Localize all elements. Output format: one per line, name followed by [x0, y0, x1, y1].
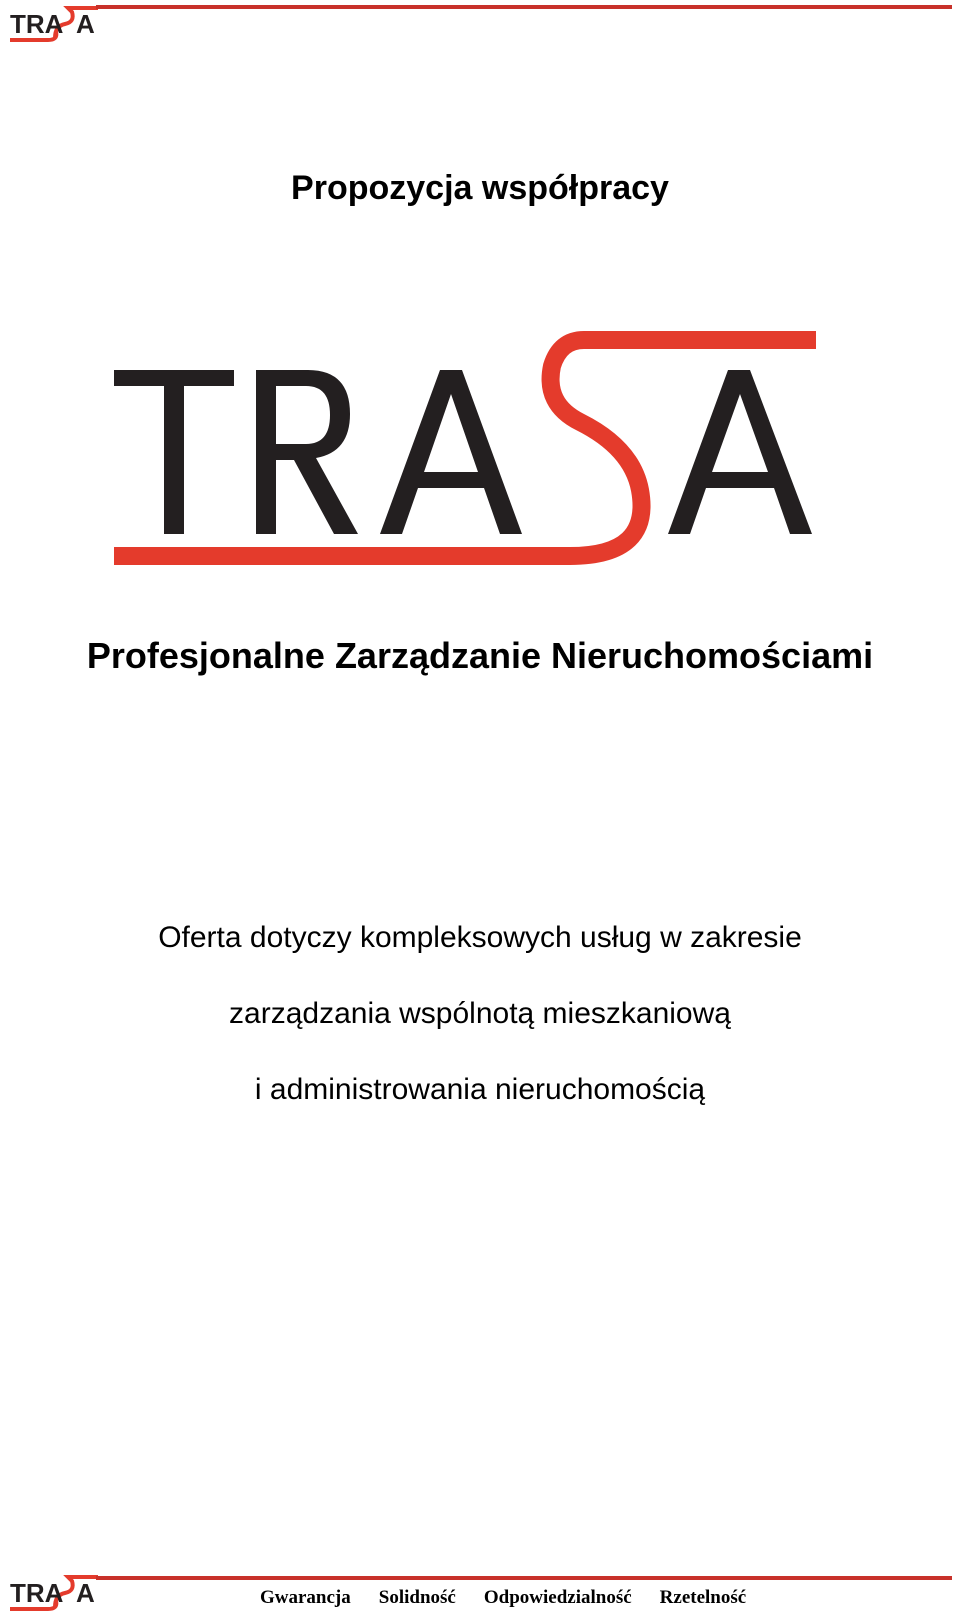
svg-text:A: A	[76, 9, 95, 39]
header-trasa-logo	[8, 4, 100, 46]
footer-values	[260, 1587, 774, 1609]
offer-line: Oferta dotyczy kompleksowych usług w zakresie	[158, 921, 802, 954]
footer-rule	[96, 1576, 952, 1580]
document-title: Propozycja współpracy	[291, 169, 669, 207]
logo-letter-t	[114, 370, 234, 534]
company-tagline: Profesjonalne Zarządzanie Nieruchomościami	[86, 635, 874, 676]
svg-text:TRA: TRA	[10, 9, 64, 39]
header-rule	[96, 5, 952, 9]
offer-line: i administrowania nieruchomością	[254, 1073, 706, 1106]
svg-text:TRA: TRA	[10, 1578, 64, 1608]
logo-letter-r	[256, 370, 358, 534]
footer-trasa-logo	[8, 1573, 100, 1615]
footer-value-solidity: Solidność	[378, 1587, 456, 1608]
trasa-main-logo	[112, 330, 848, 588]
logo-letter-a-first	[380, 370, 522, 534]
offer-description	[0, 920, 960, 1148]
offer-line: zarządzania wspólnotą mieszkaniową	[229, 997, 731, 1030]
footer-value-responsibility: Odpowiedzialność	[483, 1587, 632, 1608]
logo-letter-a-last	[668, 370, 812, 534]
footer-value-reliability: Rzetelność	[659, 1587, 747, 1608]
svg-text:A: A	[76, 1578, 95, 1608]
footer-value-guarantee: Gwarancja	[260, 1587, 351, 1608]
